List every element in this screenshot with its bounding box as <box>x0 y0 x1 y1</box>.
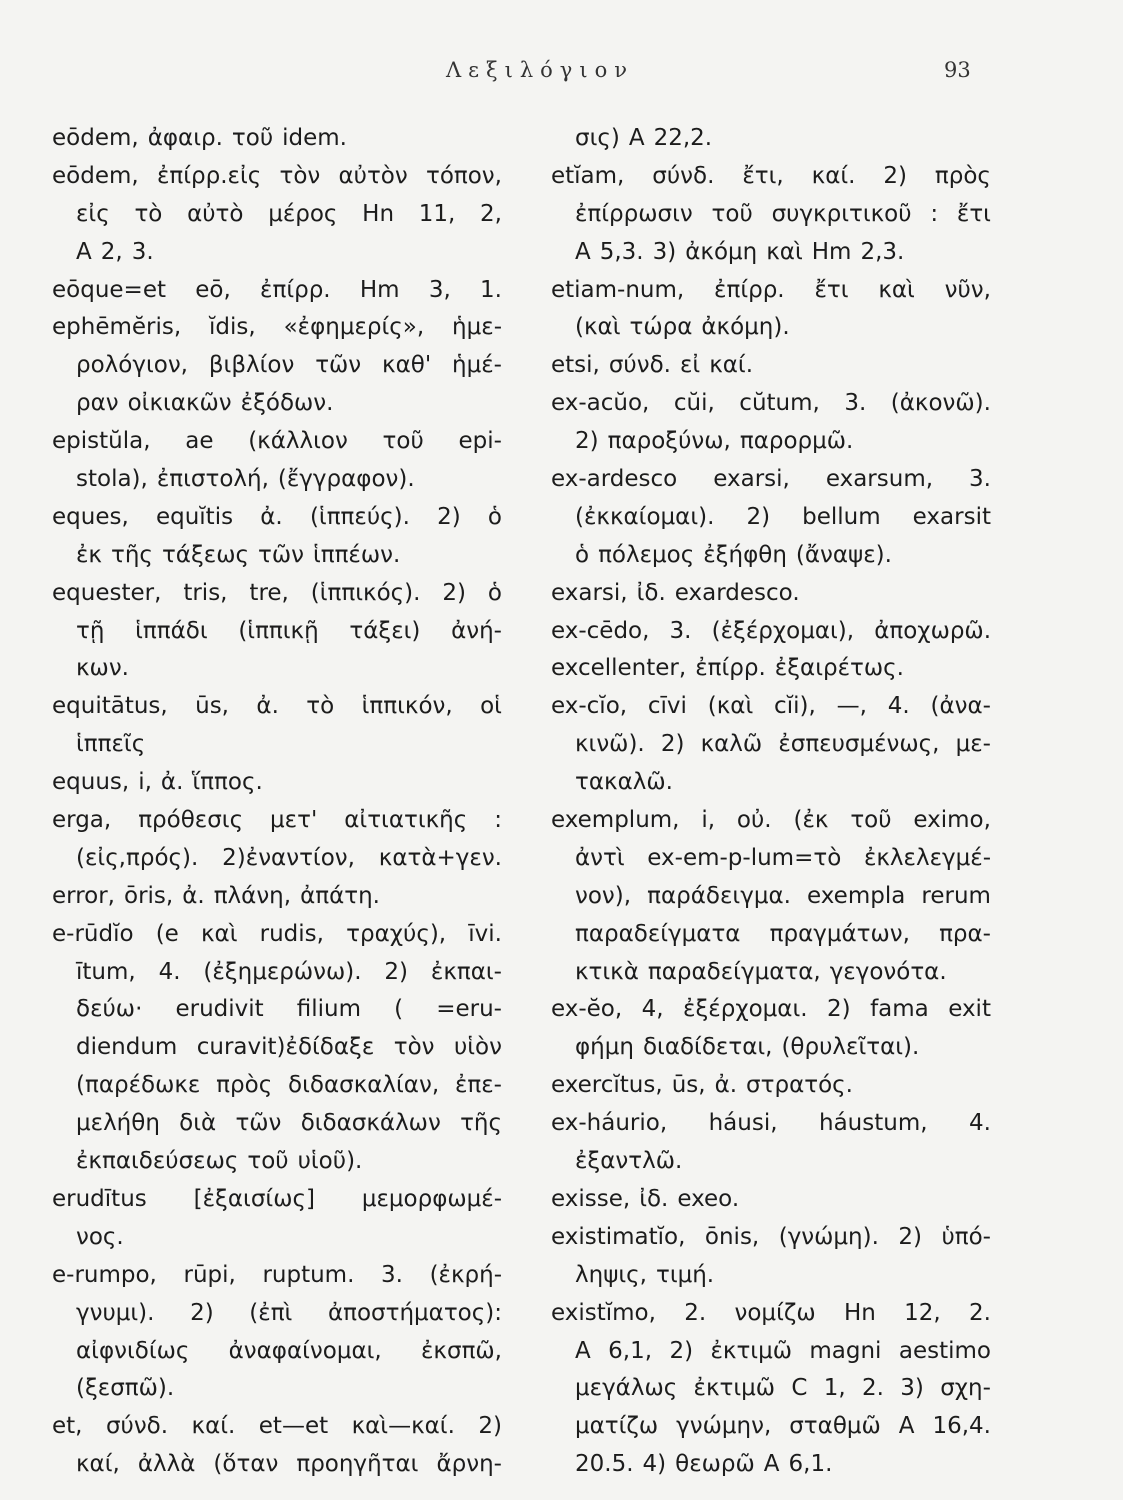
dictionary-line: ex-acŭo, cŭi, cŭtum, 3. (ἀκονῶ). <box>551 390 991 417</box>
dictionary-line: A 5,3. 3) ἀκόμη καὶ Hm 2,3. <box>575 238 905 265</box>
dictionary-line: et, σύνδ. καί. et—et καὶ—καί. 2) <box>52 1413 502 1440</box>
dictionary-line: ex-háurio, háusi, háustum, 4. <box>551 1110 991 1137</box>
dictionary-line: exarsi, ἰδ. exardesco. <box>551 579 800 606</box>
page-header <box>0 58 1123 94</box>
dictionary-line: epistŭla, ae (κάλλιον τοῦ epi- <box>52 428 502 455</box>
dictionary-line: γνυμι). 2) (ἐπὶ ἀποστήματος): <box>76 1299 502 1326</box>
dictionary-line: erudītus [ἐξαισίως] μεμορφωμέ- <box>52 1185 502 1212</box>
dictionary-line: diendum curavit)ἐδίδαξε τὸν υἱὸν <box>76 1034 502 1061</box>
dictionary-line: μελήθη διὰ τῶν διδασκάλων τῆς <box>76 1110 502 1137</box>
dictionary-line: κτικὰ παραδείγματα, γεγονότα. <box>575 958 947 985</box>
dictionary-line: ματίζω γνώμην, σταθμῶ A 16,4. <box>575 1413 991 1440</box>
dictionary-line: ἐκ τῆς τάξεως τῶν ἱππέων. <box>76 541 401 568</box>
left-column <box>52 120 502 1484</box>
dictionary-line: αἰφνιδίως ἀναφαίνομαι, ἐκσπῶ, <box>76 1337 502 1364</box>
dictionary-line: ἐξαντλῶ. <box>575 1148 683 1175</box>
dictionary-line: equitātus, ūs, ἀ. τὸ ἱππικόν, οἱ <box>52 693 502 720</box>
dictionary-line: παραδείγματα πραγμάτων, πρα- <box>575 920 991 947</box>
dictionary-line: ραν οἰκιακῶν ἐξόδων. <box>76 390 334 417</box>
dictionary-line: erga, πρόθεσις μετ' αἰτιατικῆς : <box>52 807 502 834</box>
dictionary-line: ex-cĭo, cīvi (καὶ cĭi), —, 4. (ἀνα- <box>551 693 991 720</box>
dictionary-line: stola), ἐπιστολή, (ἔγγραφον). <box>76 466 415 493</box>
dictionary-line: σις) A 22,2. <box>575 125 713 151</box>
dictionary-line: ex-cēdo, 3. (ἐξέρχομαι), ἀποχωρῶ. <box>551 617 991 644</box>
dictionary-line: (καὶ τώρα ἀκόμη). <box>575 314 790 341</box>
dictionary-line: (ξεσπῶ). <box>76 1375 175 1402</box>
dictionary-line: ἀντὶ ex-em-p-lum=τὸ ἐκλελεγμέ- <box>575 844 991 871</box>
dictionary-line: existimatĭo, ōnis, (γνώμη). 2) ὑπό- <box>551 1223 991 1250</box>
dictionary-line: excellenter, ἐπίρρ. ἐξαιρέτως. <box>551 655 904 682</box>
dictionary-line: equester, tris, tre, (ἱππικός). 2) ὁ <box>52 579 502 606</box>
dictionary-line: μεγάλως ἐκτιμῶ C 1, 2. 3) σχη- <box>575 1375 991 1402</box>
dictionary-line: 2) παροξύνω, παρορμῶ. <box>575 428 854 455</box>
dictionary-line: ρολόγιον, βιβλίον τῶν καθ' ἡμέ- <box>76 352 502 379</box>
dictionary-line: etĭam, σύνδ. ἔτι, καί. 2) πρὸς <box>551 162 991 189</box>
dictionary-line: e-rumpo, rūpi, ruptum. 3. (ἐκρή- <box>52 1261 502 1288</box>
dictionary-line: etiam-num, ἐπίρρ. ἔτι καὶ νῦν, <box>551 276 991 303</box>
dictionary-line: eques, equĭtis ἀ. (ἱππεύς). 2) ὁ <box>52 503 502 530</box>
dictionary-line: eōque=et eō, ἐπίρρ. Hm 3, 1. <box>52 276 502 303</box>
dictionary-line: ἱππεῖς <box>76 731 146 758</box>
dictionary-line: ληψις, τιμή. <box>575 1261 715 1288</box>
dictionary-line: e-rūdĭo (e καὶ rudis, τραχύς), īvi. <box>52 920 502 947</box>
dictionary-line: exercĭtus, ūs, ἀ. στρατός. <box>551 1072 853 1099</box>
dictionary-line: ἐπίρρωσιν τοῦ συγκριτικοῦ : ἔτι <box>575 200 991 227</box>
page-number: 93 <box>944 58 971 82</box>
running-title: Λεξιλόγιον <box>446 58 634 82</box>
dictionary-line: τακαλῶ. <box>575 769 673 796</box>
dictionary-line: κινῶ). 2) καλῶ ἐσπευσμένως, με- <box>575 731 991 758</box>
dictionary-line: eōdem, ἐπίρρ.εἰς τὸν αὐτὸν τόπον, <box>52 162 502 189</box>
dictionary-line: κων. <box>76 655 129 682</box>
dictionary-line: (εἰς,πρός). 2)ἐναντίον, κατὰ+γεν. <box>76 844 502 871</box>
dictionary-line: ephēmĕris, ĭdis, «ἐφημερίς», ἡμε- <box>52 314 502 341</box>
dictionary-line: 20.5. 4) θεωρῶ A 6,1. <box>575 1451 833 1478</box>
dictionary-line: A 2, 3. <box>76 238 154 265</box>
dictionary-line: ītum, 4. (ἐξημερώνω). 2) ἐκπαι- <box>76 958 502 985</box>
dictionary-line: νος. <box>76 1223 124 1250</box>
dictionary-line: τῇ ἱππάδι (ἱππικῇ τάξει) ἀνή- <box>76 617 502 644</box>
dictionary-line: (ἐκκαίομαι). 2) bellum exarsit <box>575 503 991 530</box>
dictionary-line: ὁ πόλεμος ἐξήφθη (ἄναψε). <box>575 541 892 568</box>
dictionary-line: equus, i, ἀ. ἵππος. <box>52 769 263 796</box>
dictionary-line: (παρέδωκε πρὸς διδασκαλίαν, ἐπε- <box>76 1072 502 1099</box>
right-column <box>551 120 991 1484</box>
dictionary-line: etsi, σύνδ. εἰ καί. <box>551 352 754 379</box>
dictionary-line: δεύω· erudivit filium ( =eru- <box>76 996 502 1023</box>
dictionary-line: καί, ἀλλὰ (ὅταν προηγῆται ἄρνη- <box>76 1451 502 1478</box>
dictionary-line: existĭmo, 2. νομίζω Hn 12, 2. <box>551 1299 991 1326</box>
dictionary-line: A 6,1, 2) ἐκτιμῶ magni aestimo <box>575 1337 991 1364</box>
dictionary-line: error, ōris, ἀ. πλάνη, ἀπάτη. <box>52 882 380 909</box>
dictionary-line: ex-ĕo, 4, ἐξέρχομαι. 2) fama exit <box>551 996 991 1023</box>
dictionary-line: exemplum, i, οὐ. (ἐκ τοῦ eximo, <box>551 807 991 834</box>
dictionary-line: φήμη διαδίδεται, (θρυλεῖται). <box>575 1034 920 1061</box>
dictionary-line: ex-ardesco exarsi, exarsum, 3. <box>551 466 991 493</box>
dictionary-line: eōdem, ἀφαιρ. τοῦ idem. <box>52 125 347 151</box>
dictionary-line: νον), παράδειγμα. exempla rerum <box>575 882 991 909</box>
dictionary-line: exisse, ἰδ. exeo. <box>551 1185 740 1212</box>
dictionary-line: εἰς τὸ αὐτὸ μέρος Hn 11, 2, <box>76 200 502 227</box>
dictionary-line: ἐκπαιδεύσεως τοῦ υἱοῦ). <box>76 1148 363 1175</box>
